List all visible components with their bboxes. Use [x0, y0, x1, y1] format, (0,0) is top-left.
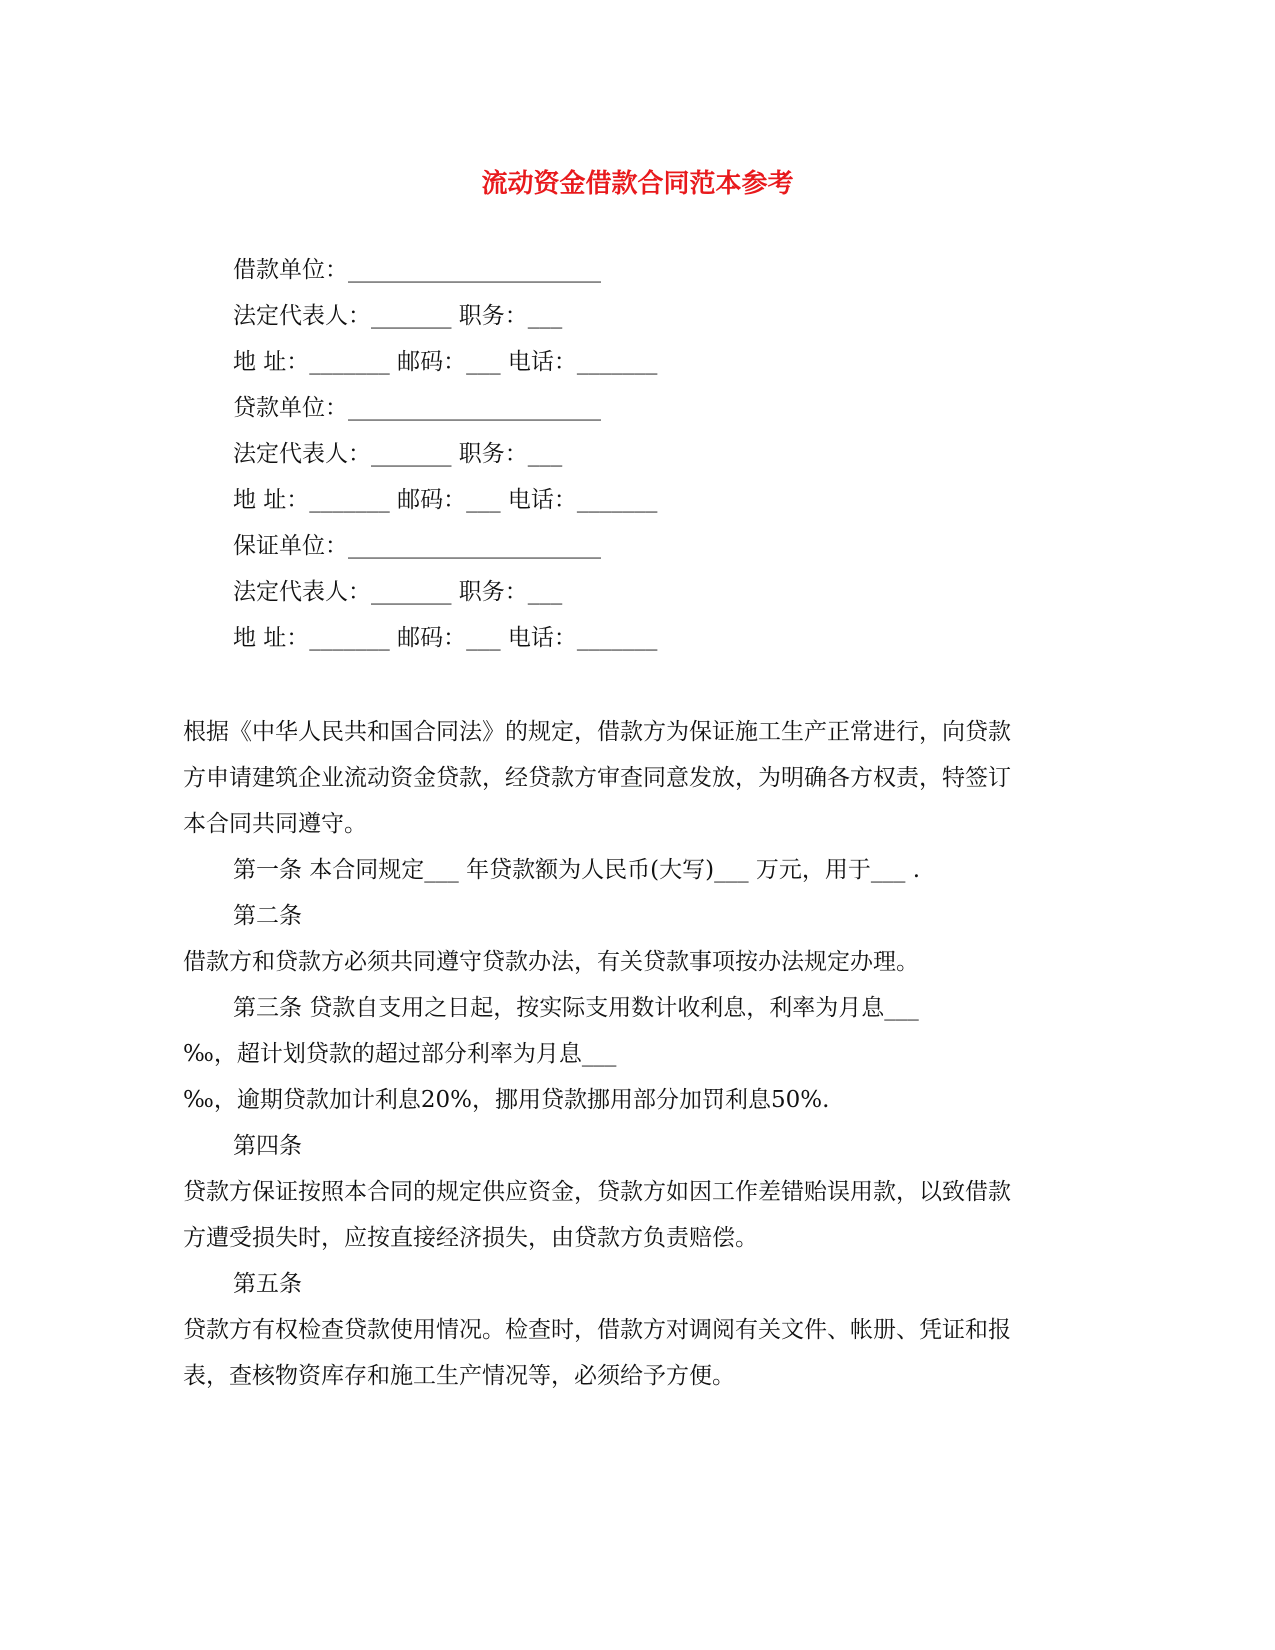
article-5-heading: 第五条 [233, 1271, 302, 1297]
article-2-text: 借款方和贷款方必须共同遵守贷款办法，有关贷款事项按办法规定办理。 [183, 949, 919, 975]
preamble-line-2: 方申请建筑企业流动资金贷款，经贷款方审查同意发放，为明确各方权责，特签订 [183, 765, 1011, 791]
article-4-text-line-1: 贷款方保证按照本合同的规定供应资金，贷款方如因工作差错贻误用款，以致借款 [183, 1179, 1011, 1205]
borrower-address-line: 地 址：_______ 邮码：___ 电话：_______ [233, 349, 658, 375]
article-5-text-line-1: 贷款方有权检查贷款使用情况。检查时，借款方对调阅有关文件、帐册、凭证和报 [183, 1317, 1011, 1343]
article-2-heading: 第二条 [233, 903, 302, 929]
preamble-line-1: 根据《中华人民共和国合同法》的规定，借款方为保证施工生产正常进行，向贷款 [183, 719, 1011, 745]
article-3-line-3: ‰，逾期贷款加计利息20%，挪用贷款挪用部分加罚利息50%. [183, 1087, 830, 1113]
article-4-text-line-2: 方遭受损失时，应按直接经济损失，由贷款方负责赔偿。 [183, 1225, 758, 1251]
borrower-unit-line: 借款单位：______________________ [233, 257, 601, 283]
lender-unit-line: 贷款单位：______________________ [233, 395, 601, 421]
document-title: 流动资金借款合同范本参考 [481, 169, 794, 199]
borrower-representative-line: 法定代表人：_______ 职务：___ [233, 303, 563, 329]
article-5-text-line-2: 表，查核物资库存和施工生产情况等，必须给予方便。 [183, 1363, 735, 1389]
article-3-line-1: 第三条 贷款自支用之日起，按实际支用数计收利息，利率为月息___ [233, 995, 919, 1021]
article-3-line-2: ‰，超计划贷款的超过部分利率为月息___ [183, 1041, 617, 1067]
lender-address-line: 地 址：_______ 邮码：___ 电话：_______ [233, 487, 658, 513]
guarantor-representative-line: 法定代表人：_______ 职务：___ [233, 579, 563, 605]
guarantor-address-line: 地 址：_______ 邮码：___ 电话：_______ [233, 625, 658, 651]
article-1-line: 第一条 本合同规定___ 年贷款额为人民币(大写)___ 万元，用于___ . [233, 857, 921, 883]
article-4-heading: 第四条 [233, 1133, 302, 1159]
preamble-line-3: 本合同共同遵守。 [183, 811, 367, 837]
guarantor-unit-line: 保证单位：______________________ [233, 533, 601, 559]
lender-representative-line: 法定代表人：_______ 职务：___ [233, 441, 563, 467]
